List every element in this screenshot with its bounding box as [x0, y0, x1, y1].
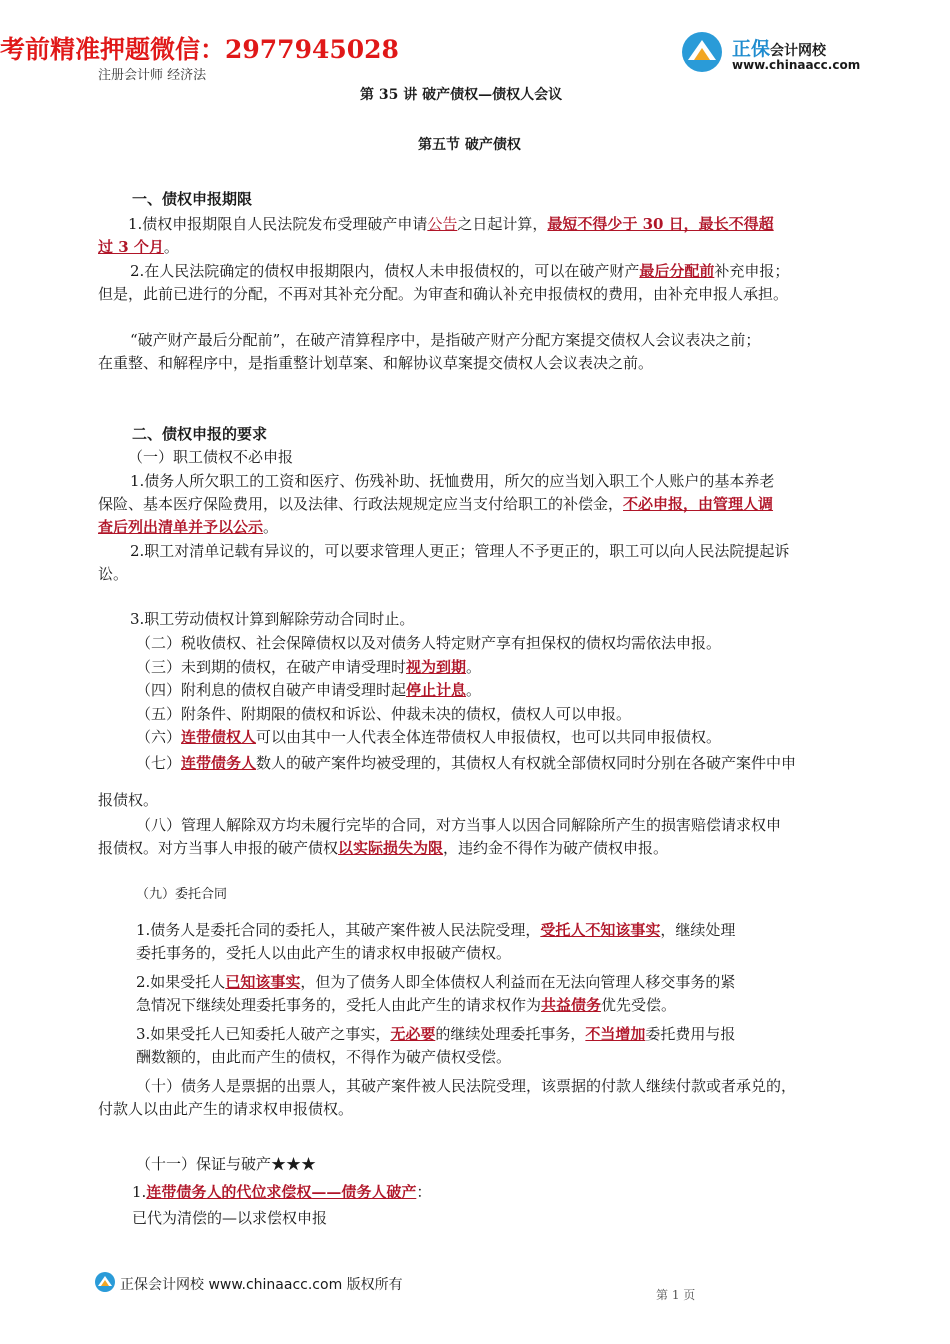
paragraph-s1-p1-line1: 1.债权申报期限自人民法院发布受理破产申请公告之日起计算，最短不得少于 30 日，最长不得超 [128, 215, 774, 233]
item-10-line1: （十）债务人是票据的出票人，其破产案件被人民法院受理，该票据的付款人继续付款或者承兑的， [136, 1077, 797, 1095]
item-1-p1-line2: 保险、基本医疗保险费用，以及法律、行政法规规定应当支付给职工的补偿金，不必申报，由管理人调 [98, 495, 774, 513]
item-9-p3-line1: 3.如果受托人已知委托人破产之事实，无必要的继续处理委托事务，不当增加委托费用与报 [136, 1025, 736, 1043]
page-number: 第 1 页 [656, 1288, 696, 1302]
item-9-p1-line2: 委托事务的，受托人以由此产生的请求权申报破产债权。 [136, 944, 512, 962]
item-8-line1: （八）管理人解除双方均未履行完毕的合同，对方当事人以因合同解除所产生的损害赔偿请求权申 [136, 816, 782, 834]
section-title: 第五节 破产债权 [418, 137, 521, 153]
header-course: 注册会计师 经济法 [98, 68, 207, 83]
paragraph-s1-p3-line1: “破产财产最后分配前”，在破产清算程序中，是指破产财产分配方案提交债权人会议表决之前； [130, 331, 761, 349]
item-5: （五）附条件、附期限的债权和诉讼、仲裁未决的债权，债权人可以申报。 [136, 705, 632, 723]
footer-logo-icon [93, 1270, 117, 1294]
paragraph-s1-p1-line2: 过 3 个月。 [98, 238, 179, 256]
item-1-p3: 3.职工劳动债权计算到解除劳动合同时止。 [130, 610, 415, 628]
heading-claim-requirements: 二、债权申报的要求 [132, 425, 268, 443]
item-11-p1-sub: 已代为清偿的—以求偿权申报 [132, 1209, 328, 1227]
footer-copyright: 正保会计网校 www.chinaacc.com 版权所有 [120, 1277, 403, 1293]
item-1-p2-line2: 讼。 [98, 565, 129, 583]
item-9-p2-line2: 急情况下继续处理委托事务的，受托人由此产生的请求权作为共益债务优先受偿。 [136, 996, 677, 1014]
item-9-p2-line1: 2.如果受托人已知该事实，但为了债务人即全体债权人利益而在无法向管理人移交事务的紧 [136, 973, 736, 991]
item-1-p1-line3: 查后列出清单并予以公示。 [98, 518, 279, 536]
item-1-heading: （一）职工债权不必申报 [128, 448, 294, 466]
item-4: （四）附利息的债权自破产申请受理时起停止计息。 [136, 681, 482, 699]
paragraph-s1-p3-line2: 在重整、和解程序中，是指重整计划草案、和解协议草案提交债权人会议表决之前。 [98, 354, 654, 372]
chinaacc-logo-icon [678, 30, 728, 74]
item-1-p2-line1: 2.职工对清单记载有异议的，可以要求管理人更正；管理人不予更正的，职工可以向人民法院提起诉 [130, 542, 790, 560]
item-1-p1-line1: 1.债务人所欠职工的工资和医疗、伤残补助、抚恤费用，所欠的应当划入职工个人账户的基本养老 [130, 472, 775, 490]
paragraph-s1-p2-line1: 2.在人民法院确定的债权申报期限内，债权人未申报债权的，可以在破产财产最后分配前补充申报； [130, 262, 790, 280]
item-9-p3-line2: 酬数额的，由此而产生的债权，不得作为破产债权受偿。 [136, 1048, 512, 1066]
logo-url: www.chinaacc.com [732, 58, 861, 72]
item-11-p1: 1.连带债务人的代位求偿权——债务人破产： [132, 1183, 432, 1201]
item-11-heading: （十一）保证与破产★★★ [136, 1155, 317, 1173]
lecture-title: 第 35 讲 破产债权—债权人会议 [360, 87, 563, 103]
logo-brand: 正保会计网校 [732, 38, 827, 60]
item-8-line2: 报债权。对方当事人申报的破产债权以实际损失为限，违约金不得作为破产债权申报。 [98, 839, 669, 857]
paragraph-s1-p2-line2: 但是，此前已进行的分配，不再对其补充分配。为审查和确认补充申报债权的费用，由补充申报人承担。 [98, 285, 789, 303]
item-7-line1: （七）连带债务人数人的破产案件均被受理的，其债权人有权就全部债权同时分别在各破产案件中申 [136, 754, 797, 772]
item-9-heading: （九）委托合同 [136, 887, 228, 902]
item-7-line2: 报债权。 [98, 791, 159, 809]
item-9-p1-line1: 1.债务人是委托合同的委托人，其破产案件被人民法院受理，受托人不知该事实，继续处理 [136, 921, 736, 939]
item-6: （六）连带债权人可以由其中一人代表全体连带债权人申报债权，也可以共同申报债权。 [136, 728, 722, 746]
item-3: （三）未到期的债权，在破产申请受理时视为到期。 [136, 658, 482, 676]
item-2: （二）税收债权、社会保障债权以及对债务人特定财产享有担保权的债权均需依法申报。 [136, 634, 722, 652]
heading-claim-period: 一、债权申报期限 [132, 190, 253, 208]
item-10-line2: 付款人以由此产生的请求权申报债权。 [98, 1100, 354, 1118]
promo-banner: 考前精准押题微信：2977945028 [0, 35, 399, 64]
